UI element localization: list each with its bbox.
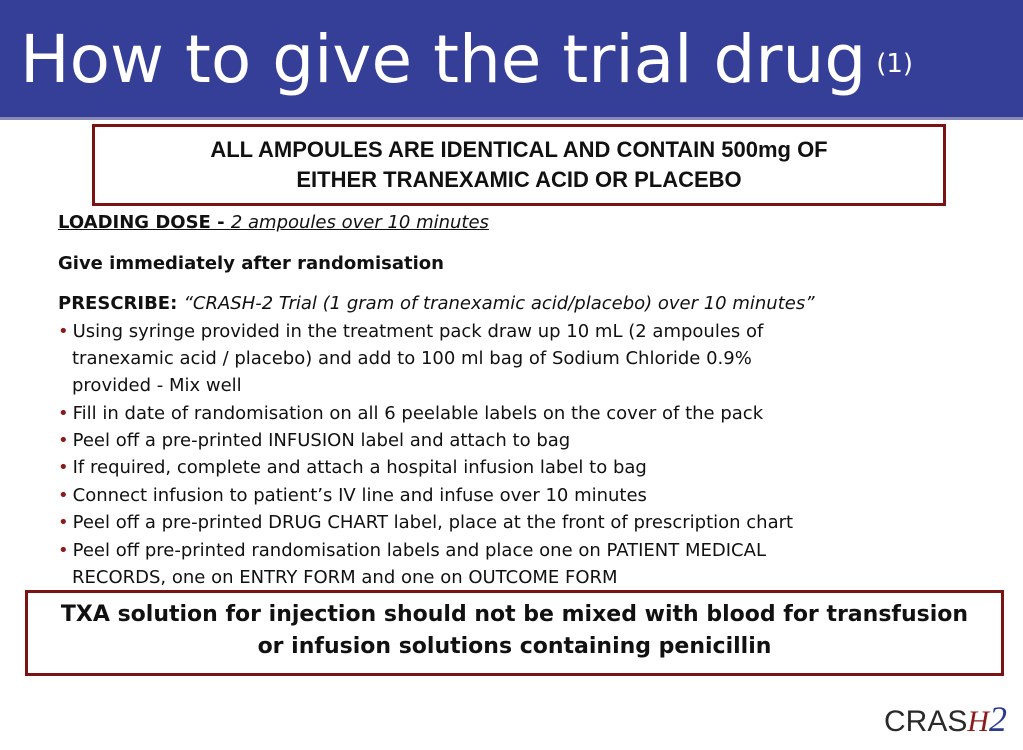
loading-dose-line: [58, 212, 489, 233]
title-bar: [0, 0, 1023, 120]
slide-title-text: How to give the trial drug: [20, 21, 867, 98]
step-4: • If required, complete and attach a hospital infusion label to bag: [58, 457, 647, 478]
slide-title: [20, 20, 913, 104]
prescribe-label: PRESCRIBE:: [58, 293, 184, 314]
bullet-icon: •: [58, 485, 69, 506]
logo-text-crash: CRAS: [884, 705, 968, 738]
step-7-line-2: RECORDS, one on ENTRY FORM and one on OUTCOME FORM: [72, 567, 618, 588]
slide-title-number: (1): [876, 49, 914, 79]
bullet-icon: •: [58, 457, 69, 478]
loading-dose-detail: 2 ampoules over 10 minutes: [230, 212, 489, 233]
step-7-line-1: • Peel off pre-printed randomisation labels and place one on PATIENT MEDICAL: [58, 540, 766, 561]
give-immediately: Give immediately after randomisation: [58, 253, 444, 274]
step-6: • Peel off a pre-printed DRUG CHART label, place at the front of prescription chart: [58, 512, 794, 533]
loading-dose-label: LOADING DOSE -: [58, 212, 231, 233]
txa-warning-line2: or infusion solutions containing penicillin: [257, 634, 772, 659]
crash2-logo: [884, 698, 1007, 742]
step-5: • Connect infusion to patient’s IV line and infuse over 10 minutes: [58, 485, 647, 506]
step-3: • Peel off a pre-printed INFUSION label and attach to bag: [58, 430, 571, 451]
step-2: • Fill in date of randomisation on all 6 peelable labels on the cover of the pack: [58, 403, 764, 424]
ampoule-notice-line1: ALL AMPOULES ARE IDENTICAL AND CONTAIN 500mg OF: [210, 137, 828, 162]
prescribe-line: [58, 293, 815, 314]
step-1-line-2: tranexamic acid / placebo) and add to 100 ml bag of Sodium Chloride 0.9%: [72, 348, 752, 369]
bullet-icon: •: [58, 540, 69, 561]
prescribe-text: “CRASH-2 Trial (1 gram of tranexamic acid/placebo) over 10 minutes”: [183, 293, 815, 314]
txa-warning-box: [25, 590, 1004, 676]
step-1-line-1: • Using syringe provided in the treatment pack draw up 10 mL (2 ampoules of: [58, 321, 764, 342]
step-1-line-3: provided - Mix well: [72, 375, 242, 396]
bullet-icon: •: [58, 430, 69, 451]
ampoule-notice-box: [92, 124, 946, 206]
bullet-icon: •: [58, 403, 69, 424]
logo-text-2: 2: [989, 699, 1008, 739]
ampoule-notice-line2: EITHER TRANEXAMIC ACID OR PLACEBO: [296, 167, 742, 192]
bullet-icon: •: [58, 321, 69, 342]
logo-text-h: H: [967, 705, 990, 738]
txa-warning-line1: TXA solution for injection should not be mixed with blood for transfusion: [60, 602, 969, 627]
bullet-icon: •: [58, 512, 69, 533]
